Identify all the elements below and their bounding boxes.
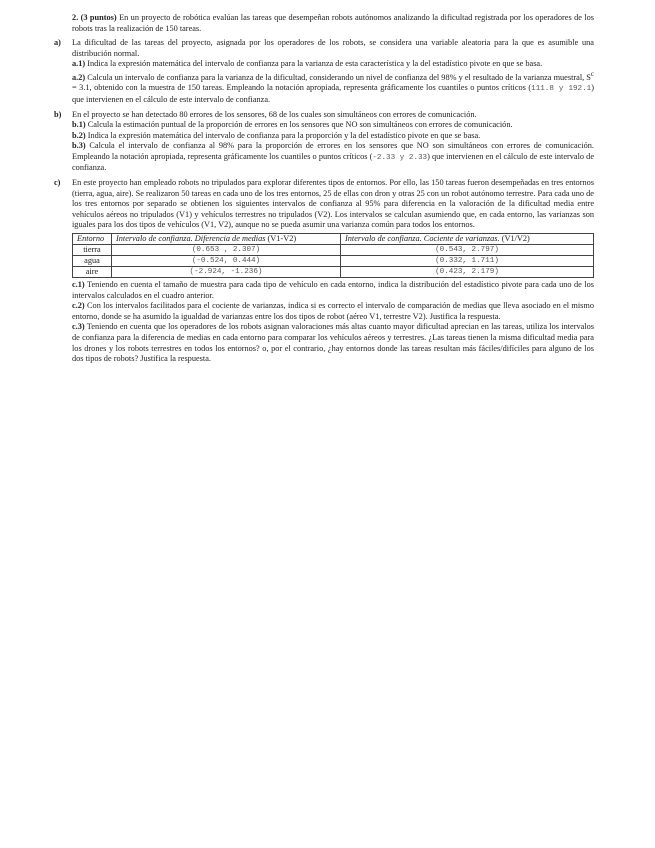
header-diff-means-tail: (V1-V2) (265, 234, 297, 244)
row-env: aire (73, 267, 112, 278)
intervals-table (72, 233, 594, 278)
header-diff-means (112, 234, 341, 245)
item-b1-label: b.1) (72, 120, 86, 130)
item-c1 (72, 280, 594, 301)
item-a2-text-mid: = 3.1, obtenido con la muestra de 150 tareas. Empleando la notación apropiada, representa gráficamente los cuantiles o puntos críticos ( (72, 83, 532, 93)
item-c3-text: Teniendo en cuenta que los operadores de los robots asignan valoraciones más altas cuanto mayor dificultad aprecian en las tareas, utiliza los intervalos de confianza para la diferencia de medias en cada entorno para comparar los vehículos aéreos y terrestres. ¿Las tareas tienen la misma dificultad media para los drones y los robots terrestres en todos los entornos? o, por el contrario, ¿hay entornos donde las tareas resultan más fáciles/difíciles para alguno de los dos tipos de robots? Justifica la respuesta. (72, 322, 594, 364)
table-row (73, 267, 594, 278)
section-c (54, 178, 594, 365)
section-c-label: c) (54, 178, 61, 188)
item-c1-text: Teniendo en cuenta el tamaño de muestra para cada tipo de vehículo en cada entorno, indica la distribución del estadístico pivote para cada uno de los intervalos calculados en el cuadro anterior. (72, 280, 594, 300)
header-var-ratio-title: Intervalo de confianza. Cociente de varianzas. (345, 234, 500, 244)
item-b1 (72, 120, 594, 131)
section-a-label: a) (54, 38, 61, 48)
item-c3-label: c.3) (72, 322, 85, 332)
row-diff-interval: (-2.924, -1.236) (112, 267, 341, 278)
header-var-ratio-tail: (V1/V2) (499, 234, 530, 244)
table-row (73, 245, 594, 256)
section-b-text: En el proyecto se han detectado 80 errores de los sensores, 68 de los cuales son simultáneos con errores de comunicación. (72, 109, 477, 119)
section-b-label: b) (54, 109, 62, 119)
item-b1-text: Calcula la estimación puntual de la proporción de errores en los sensores que NO son simultáneos con errores de comunicación. (87, 120, 513, 130)
row-diff-interval: (-0.524, 0.444) (112, 256, 341, 267)
item-a2-label: a.2) (72, 72, 86, 82)
item-b3-label: b.3) (72, 141, 86, 151)
item-b3-text-post: ) que intervienen en el cálculo de este intervalo de confianza. (72, 151, 594, 173)
section-c-text: En este proyecto han empleado robots no tripulados para explorar diferentes tipos de entornos. Por ello, las 150 tareas fueron desempeñadas en tres entornos (tierra, agua, aire). Se realizaron 50 tareas en cada uno de los tres entornos, 25 de ellas con dron y otras 25 con un robot autónomo terrestre. Para cada uno de los tres entornos por separado se obtienen los siguientes intervalos de confianza al 95% para diferencia en la valoración de la dificultad media entre vehículos aéreos no tripulados (V1) y vehículos terrestres no tripulados (V2). Los intervalos se calculan asumiendo que, en cada entorno, las varianzas son iguales para los dos tipos de vehículos (V1, V2), aunque no se pueda asumir una varianza común para todos los entornos. (72, 178, 594, 230)
row-ratio-interval: (0.332, 1.711) (341, 256, 594, 267)
item-a2-superscript: c (590, 70, 594, 78)
item-b2-text: Indica la expresión matemática del intervalo de confianza para la proporción y la del estadístico pivote en que se basa. (87, 130, 481, 140)
section-a (54, 38, 594, 105)
item-a1 (72, 59, 594, 70)
header-diff-means-title: Intervalo de confianza. Diferencia de medias (116, 234, 266, 244)
item-b3 (72, 141, 594, 174)
table-row (73, 256, 594, 267)
item-b2-label: b.2) (72, 130, 86, 140)
section-a-text: La dificultad de las tareas del proyecto, asignada por los operadores de los robots, se considera una variable aleatoria para la que es asumible una distribución normal. (72, 38, 594, 58)
question-number: 2. (72, 13, 79, 22)
row-env: agua (73, 256, 112, 267)
item-c3 (72, 322, 594, 364)
item-b3-text-pre: Calcula el intervalo de confianza al 98% para la proporción de errores en los sensores que NO son simultáneos con errores de comunicación. Empleando la notación apropiada, representa gráficamente los cuantiles o puntos críticos ( (72, 141, 594, 161)
intro-text: En un proyecto de robótica evalúan las tareas que desempeñan robots autónomos analizando la dificultad registrada por los operadores de los robots tras la realización de 150 tareas. (72, 13, 594, 33)
row-diff-interval: (0.653 , 2.307) (112, 245, 341, 256)
item-a2-text-post: ) que intervienen en el cálculo de este intervalo de confianza. (72, 83, 594, 104)
item-c2-text: Con los intervalos facilitados para el cociente de varianzas, indica si es correcto el intervalo de comparación de medias que lleva asociado en el mismo entorno, donde se ha asumido la igualdad de varianzas entre los dos tipos de robot (aéreo V1, terrestre V2). Justifica la respuesta. (72, 301, 594, 321)
table-header-row (73, 234, 594, 245)
item-c1-label: c.1) (72, 280, 85, 290)
item-a1-label: a.1) (72, 59, 86, 69)
row-ratio-interval: (0.423, 2.179) (341, 267, 594, 278)
item-b3-critical-points: -2.33 y 2.33 (372, 153, 428, 162)
section-b (54, 109, 594, 175)
question-intro (72, 13, 594, 34)
question-points: (3 puntos) (80, 13, 117, 22)
item-a2-critical-points: 111.8 y 192.1 (531, 85, 592, 94)
exam-page (54, 13, 594, 365)
row-env: tierra (73, 245, 112, 256)
item-c2-label: c.2) (72, 301, 85, 311)
item-c2 (72, 301, 594, 322)
header-var-ratio (341, 234, 594, 245)
item-a2 (72, 70, 594, 106)
item-a2-text-pre: Calcula un intervalo de confianza para la varianza de la dificultad, considerando un nivel de confianza del 98% y el resultado de la varianza muestral, S (87, 72, 591, 82)
item-a1-text: Indica la expresión matemática del intervalo de confianza para la varianza de esta característica y la del estadístico pivote en que se basa. (87, 59, 543, 69)
row-ratio-interval: (0.543, 2.797) (341, 245, 594, 256)
item-b2 (72, 131, 594, 142)
header-entorno: Entorno (73, 234, 112, 245)
